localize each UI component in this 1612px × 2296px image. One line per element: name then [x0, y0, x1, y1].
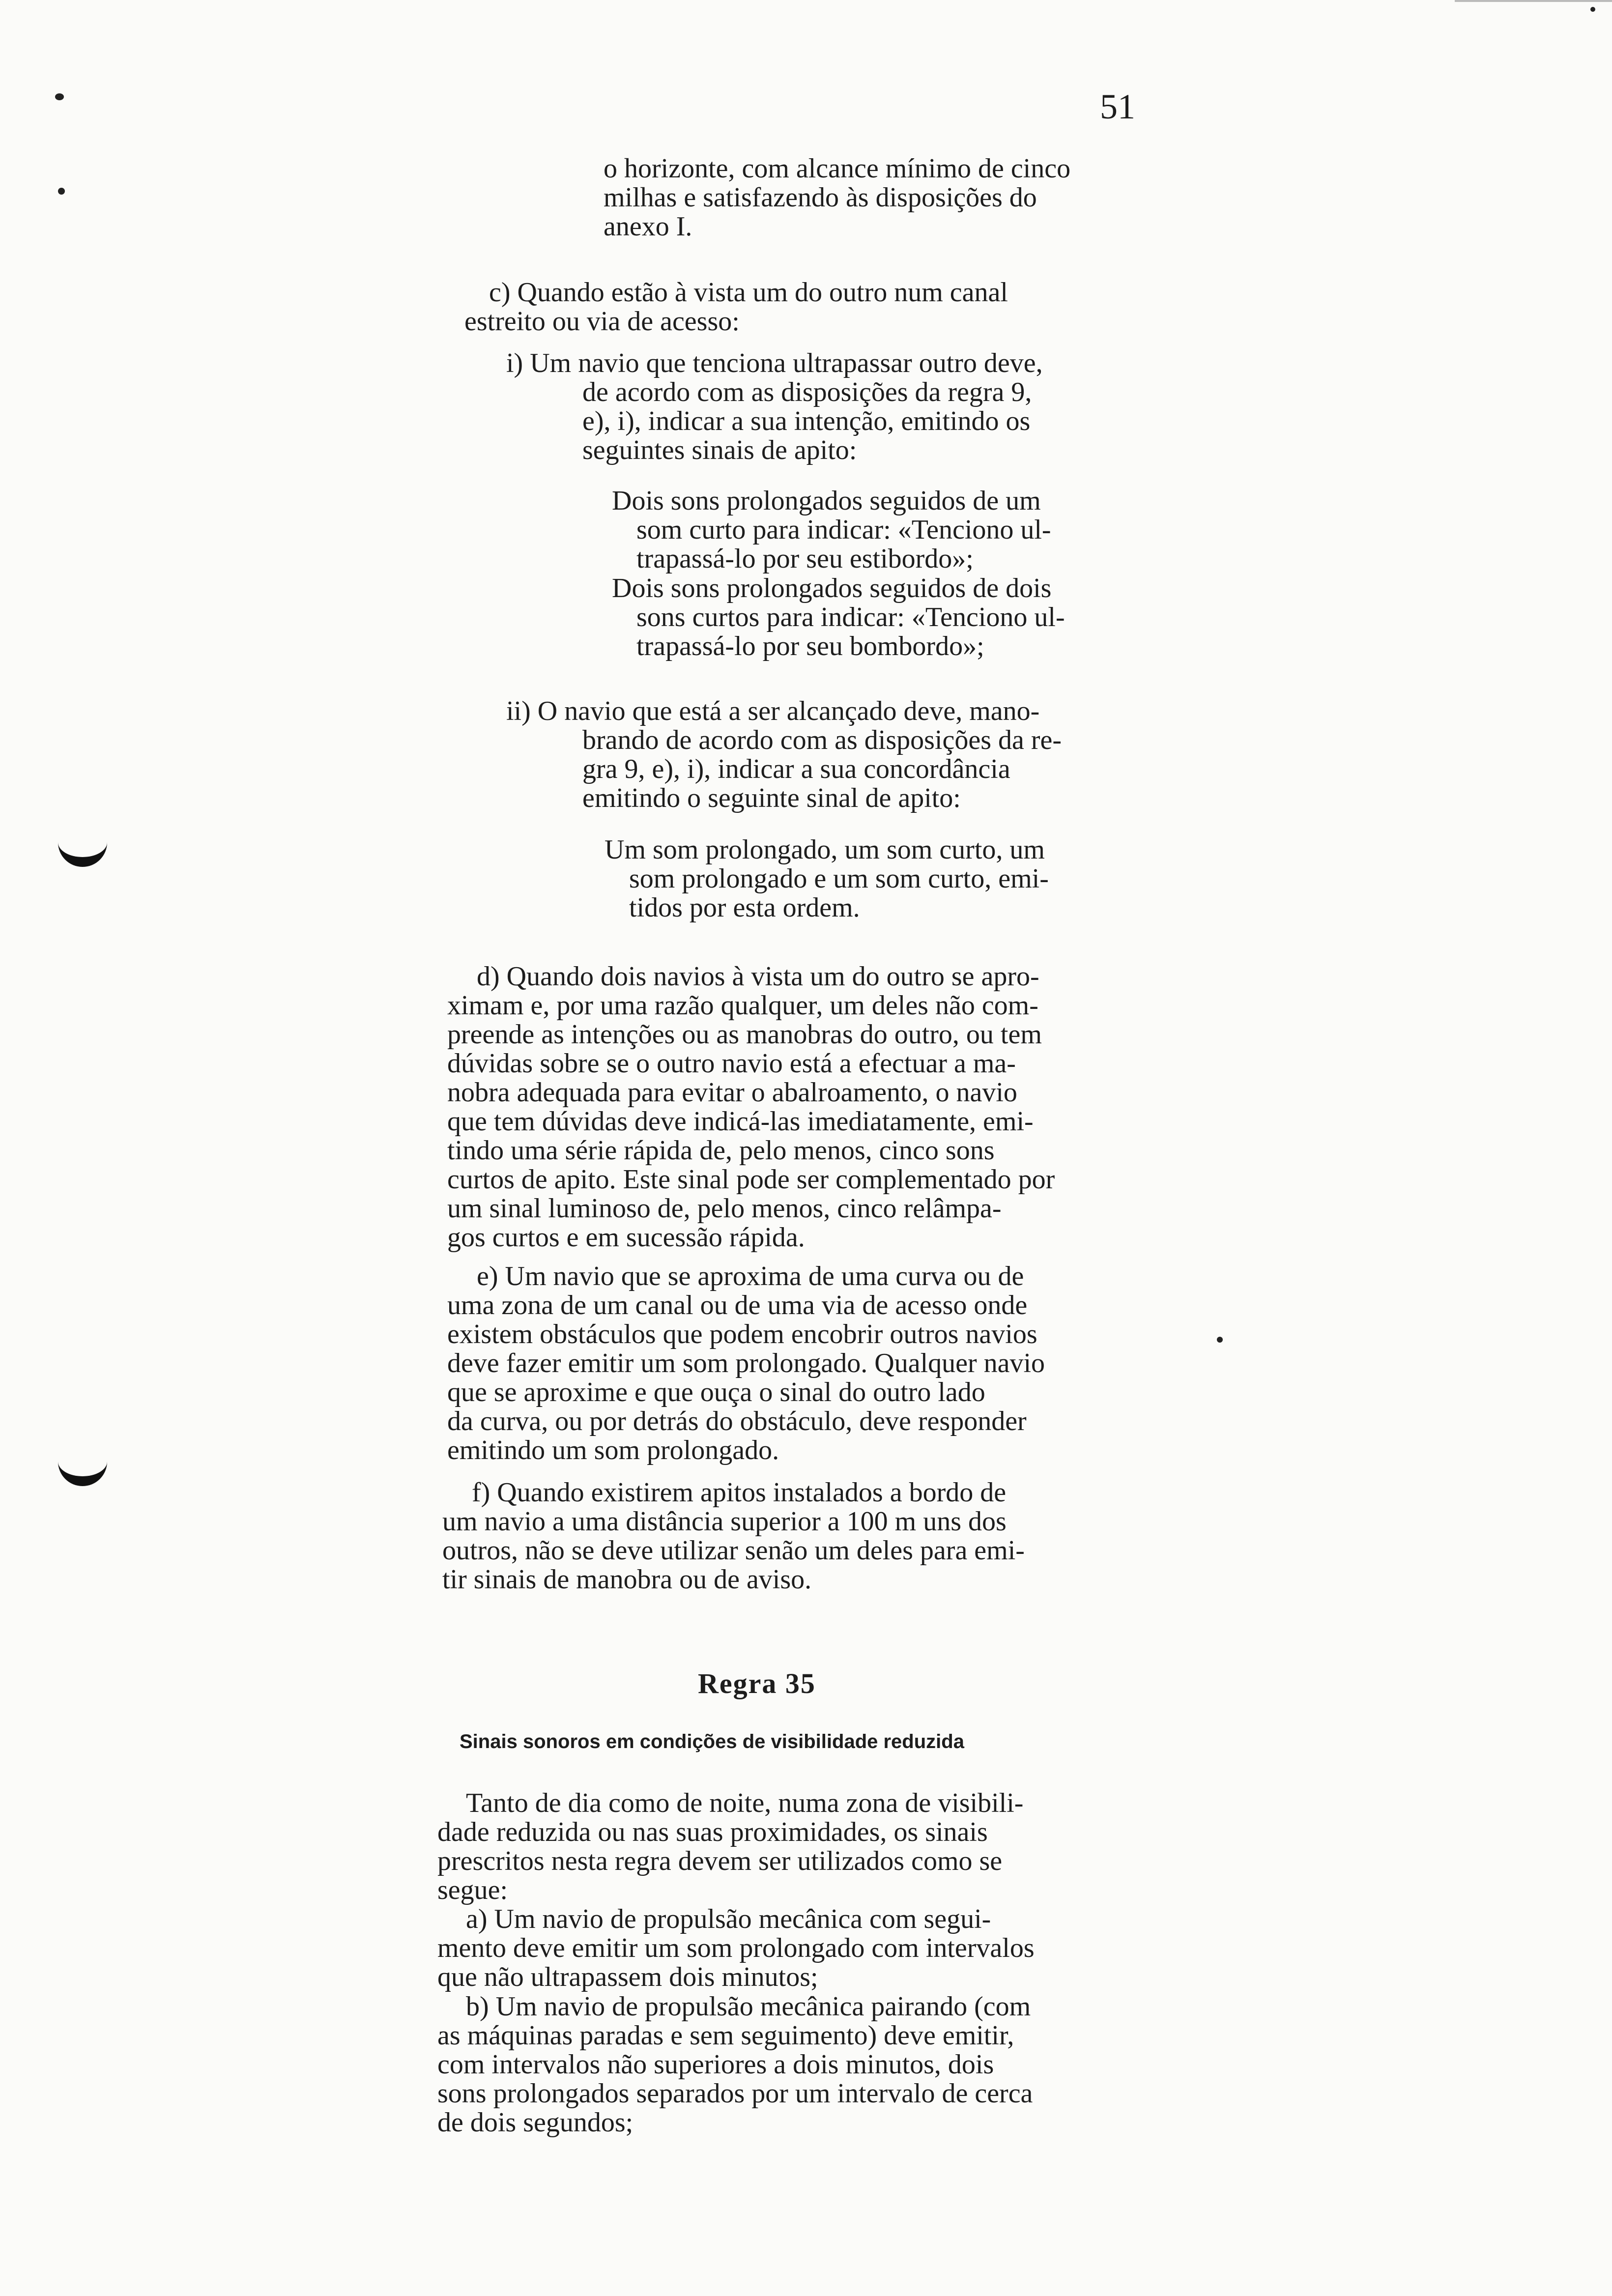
rule-subtitle: Sinais sonoros em condições de visibilidade reduzida [460, 1731, 964, 1752]
paragraph-e: e) Um navio que se aproxima de uma curva ou de uma zona de um canal ou de uma via de acesso onde existem obstáculos que podem encobrir outros navios deve fazer emitir um som prolongado. Qualquer navio que se aproxime e que ouça o sinal do outro lado da curva, ou por detrás do obstáculo, deve responder emitindo um som prolongado. [447, 1261, 1045, 1465]
paragraph-f: f) Quando existirem apitos instalados a bordo de um navio a uma distância superior a 100 m uns dos outros, não se deve utilizar senão um deles para emi- tir sinais de manobra ou de aviso. [442, 1477, 1025, 1595]
rule-title: Regra 35 [698, 1667, 816, 1699]
scan-speck [1217, 1337, 1223, 1343]
punch-hole-mark [58, 835, 107, 867]
rule-item-a: a) Um navio de propulsão mecânica com segui- mento deve emitir um som prolongado com intervalos que não ultrapassem dois minutos; [437, 1904, 1035, 1992]
paragraph-c-ii: ii) O navio que está a ser alcançado deve, mano- brando de acordo com as disposições da re- gra 9, e), i), indicar a sua concordância emitindo o seguinte sinal de apito: [506, 696, 1062, 813]
signal-starboard: Dois sons prolongados seguidos de um som curto para indicar: «Tenciono ul- trapassá-lo por seu estibordo»; [612, 486, 1051, 574]
page-number: 51 [1100, 87, 1135, 126]
scan-speck [55, 93, 64, 100]
paragraph-c: c) Quando estão à vista um do outro num canal estreito ou via de acesso: [464, 277, 1008, 337]
signal-port: Dois sons prolongados seguidos de dois sons curtos para indicar: «Tenciono ul- trapassá-lo por seu bombordo»; [612, 573, 1065, 661]
paragraph-c-i: i) Um navio que tenciona ultrapassar outro deve, de acordo com as disposições da regra 9, e), i), indicar a sua intenção, emitindo os seguintes sinais de apito: [506, 348, 1043, 465]
top-edge-line [1455, 0, 1612, 2]
scan-speck [1590, 7, 1595, 12]
rule-item-b: b) Um navio de propulsão mecânica pairando (com as máquinas paradas e sem seguimento) deve emitir, com intervalos não superiores a dois minutos, dois sons prolongados separados por um intervalo de cerca de dois segundos; [437, 1991, 1033, 2138]
scan-speck [58, 188, 65, 195]
rule-intro: Tanto de dia como de noite, numa zona de visibili- dade reduzida ou nas suas proximidades, os sinais prescritos nesta regra devem ser utilizados como se segue: [437, 1788, 1024, 1905]
signal-agreement: Um som prolongado, um som curto, um som prolongado e um som curto, emi- tidos por esta ordem. [604, 834, 1049, 923]
continuation-text: o horizonte, com alcance mínimo de cinco milhas e satisfazendo às disposições do anexo I. [604, 153, 1071, 242]
punch-hole-mark [58, 1455, 107, 1486]
paragraph-d: d) Quando dois navios à vista um do outro se apro- ximam e, por uma razão qualquer, um deles não com- preende as intenções ou as manobras do outro, ou tem dúvidas sobre se o outro navio está a efectuar a ma- nobra adequada para evitar o abalroamento, o navio que tem dúvidas deve indicá-las imediatamente, emi- tindo uma série rápida de, pelo menos, cinco sons curtos de apito. Este sinal pode ser complementado por um sinal luminoso de, pelo menos, cinco relâmpa- gos curtos e em sucessão rápida. [447, 961, 1055, 1253]
